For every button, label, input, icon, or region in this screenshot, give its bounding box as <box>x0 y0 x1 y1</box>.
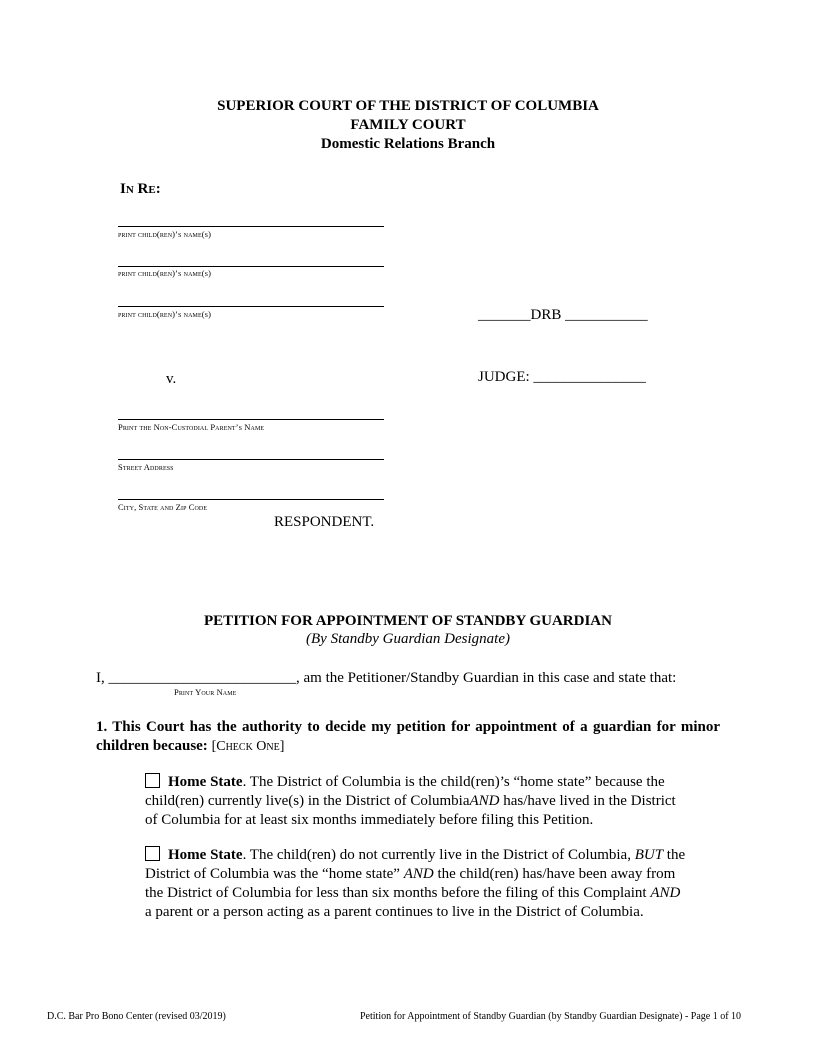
petitioner-intro <box>96 669 676 688</box>
home-state-2-checkbox[interactable] <box>145 846 160 861</box>
home-state-2-and-1: AND <box>403 866 434 882</box>
child-name-caption-3: print child(ren)’s name(s) <box>118 309 212 319</box>
petition-subtitle: (By Standby Guardian Designate) <box>306 631 510 647</box>
home-state-1-line1: . The District of Columbia is the child(ren)’s “home state” because the <box>242 774 665 790</box>
home-state-2-and-2: AND <box>650 885 681 901</box>
street-address-caption: Street Address <box>118 462 174 472</box>
petition-title: PETITION FOR APPOINTMENT OF STANDBY GUARDIAN <box>204 613 612 629</box>
street-address-line[interactable] <box>118 459 384 460</box>
child-name-line-3[interactable] <box>118 306 384 307</box>
noncustodial-name-line[interactable] <box>118 419 384 420</box>
intro-prefix: I, <box>96 670 105 686</box>
child-name-line-1[interactable] <box>118 226 384 227</box>
judge-blank: _______________ <box>533 369 646 385</box>
section-1-heading-text: 1. This Court has the authority to decide my petition for appointment of a guardian for minor children because: <box>96 719 720 754</box>
your-name-caption: Print Your Name <box>174 687 237 697</box>
home-state-2-line1a: . The child(ren) do not currently live in the District of Columbia, <box>242 847 635 863</box>
footer-right: Petition for Appointment of Standby Guardian (by Standby Guardian Designate) - Page 1 of 10 <box>360 1011 742 1022</box>
home-state-1-title: Home State <box>168 774 243 790</box>
home-state-2-title: Home State <box>168 847 243 863</box>
petitioner-name-blank[interactable]: _________________________ <box>108 670 296 686</box>
home-state-1-checkbox[interactable] <box>145 773 160 788</box>
court-division: FAMILY COURT <box>350 117 466 133</box>
home-state-2-line4: a parent or a person acting as a parent continues to live in the District of Columbia. <box>145 904 644 920</box>
home-state-2-but: BUT <box>634 847 664 863</box>
judge-field[interactable] <box>478 369 646 386</box>
home-state-1-and: AND <box>469 793 500 809</box>
home-state-1-line2a: child(ren) currently live(s) in the District of Columbia <box>145 793 470 809</box>
noncustodial-name-caption: Print the Non-Custodial Parent’s Name <box>118 422 265 432</box>
home-state-option-1 <box>145 773 725 830</box>
court-branch: Domestic Relations Branch <box>320 136 496 152</box>
home-state-option-2 <box>145 846 735 922</box>
footer-left: D.C. Bar Pro Bono Center (revised 03/2019) <box>47 1011 226 1022</box>
drb-field[interactable] <box>478 307 648 324</box>
home-state-2-line3a: the District of Columbia for less than six months before the filing of this Complaint <box>145 885 651 901</box>
court-name: SUPERIOR COURT OF THE DISTRICT OF COLUMBIA <box>217 98 599 114</box>
check-one-note: [Check One] <box>211 739 285 754</box>
in-re-label: In Re: <box>120 181 161 197</box>
respondent-label: RESPONDENT. <box>274 514 375 530</box>
home-state-1-line3: of Columbia for at least six months immediately before filing this Petition. <box>145 812 594 828</box>
home-state-2-line1b: the <box>663 847 686 863</box>
intro-suffix: , am the Petitioner/Standby Guardian in this case and state that: <box>296 670 677 686</box>
child-name-line-2[interactable] <box>118 266 384 267</box>
drb-label: DRB <box>530 307 562 323</box>
home-state-1-line2b: has/have lived in the District <box>499 793 676 809</box>
judge-label: JUDGE: <box>478 369 530 385</box>
drb-suffix-blank: ___________ <box>565 307 648 323</box>
city-state-zip-caption: City, State and Zip Code <box>118 502 208 512</box>
drb-prefix-blank: _______ <box>478 307 531 323</box>
section-1-heading <box>96 718 720 756</box>
home-state-2-line2a: District of Columbia was the “home state” <box>145 866 404 882</box>
city-state-zip-line[interactable] <box>118 499 384 500</box>
child-name-caption-2: print child(ren)’s name(s) <box>118 268 212 278</box>
child-name-caption-1: print child(ren)’s name(s) <box>118 229 212 239</box>
home-state-2-line2b: the child(ren) has/have been away from <box>433 866 676 882</box>
versus-label: v. <box>166 371 177 387</box>
